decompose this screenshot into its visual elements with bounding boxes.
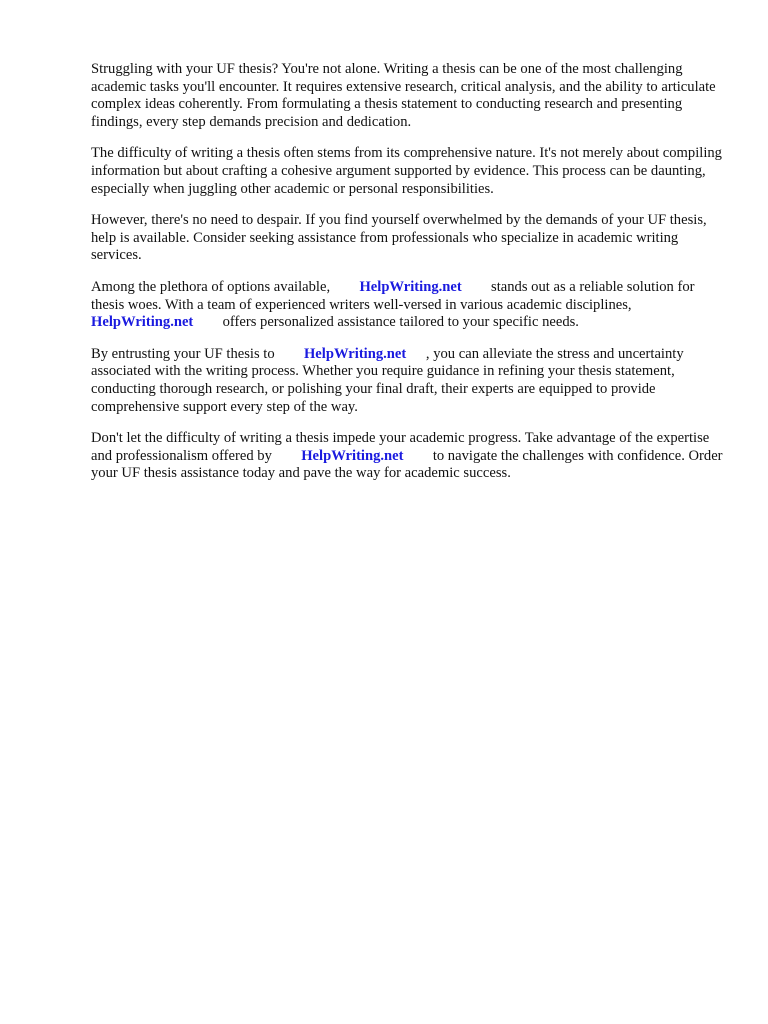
paragraph-text: , you can alleviate the stress and uncertainty associated with the writing process. Whether you require guidance in refining your thesis statement, conducting thorough research, or polishing your final draft, their experts are equipped to provide comprehensive support every step of the way. — [91, 345, 684, 415]
helpwriting-link[interactable]: HelpWriting.net — [303, 345, 407, 362]
paragraph-difficulty — [91, 145, 731, 198]
paragraph-text: stands out as a reliable solution for thesis woes. With a team of experienced writers well-versed in various academic disciplines, — [91, 278, 695, 313]
paragraph-text: By entrusting your UF thesis to — [91, 345, 275, 362]
paragraph-conclusion — [91, 430, 731, 483]
paragraph-entrusting — [91, 346, 731, 416]
paragraph-text: The difficulty of writing a thesis often stems from its comprehensive nature. It's not merely about compiling information but about crafting a cohesive argument supported by evidence. This process can be daunting, especially when juggling other academic or personal responsibilities. — [91, 145, 722, 197]
helpwriting-link[interactable]: HelpWriting.net — [301, 447, 404, 464]
paragraph-help-available — [91, 212, 731, 265]
paragraph-text: Don't let the difficulty of writing a thesis impede your academic progress. Take advantage of the expertise and professionalism offered by — [91, 430, 710, 464]
paragraph-text: However, there's no need to despair. If you find yourself overwhelmed by the demands of your UF thesis, help is available. Consider seeking assistance from professionals who specialize in academic writing services. — [91, 212, 707, 264]
paragraph-text: to navigate the challenges with confidence. Order your UF thesis assistance today and pave the way for academic success. — [91, 447, 723, 482]
document-body — [91, 61, 731, 497]
paragraph-text: Among the plethora of options available, — [91, 278, 331, 295]
paragraph-text: offers personalized assistance tailored to your specific needs. — [222, 314, 579, 331]
paragraph-intro — [91, 61, 731, 131]
paragraph-text: Struggling with your UF thesis? You're not alone. Writing a thesis can be one of the most challenging academic tasks you'll encounter. It requires extensive research, critical analysis, and the ability to articulate complex ideas coherently. From formulating a thesis statement to conducting research and presenting findings, every step demands precision and dedication. — [91, 61, 716, 130]
paragraph-options — [91, 279, 731, 332]
helpwriting-link[interactable]: HelpWriting.net — [359, 278, 462, 295]
helpwriting-link[interactable]: HelpWriting.net — [91, 314, 194, 331]
